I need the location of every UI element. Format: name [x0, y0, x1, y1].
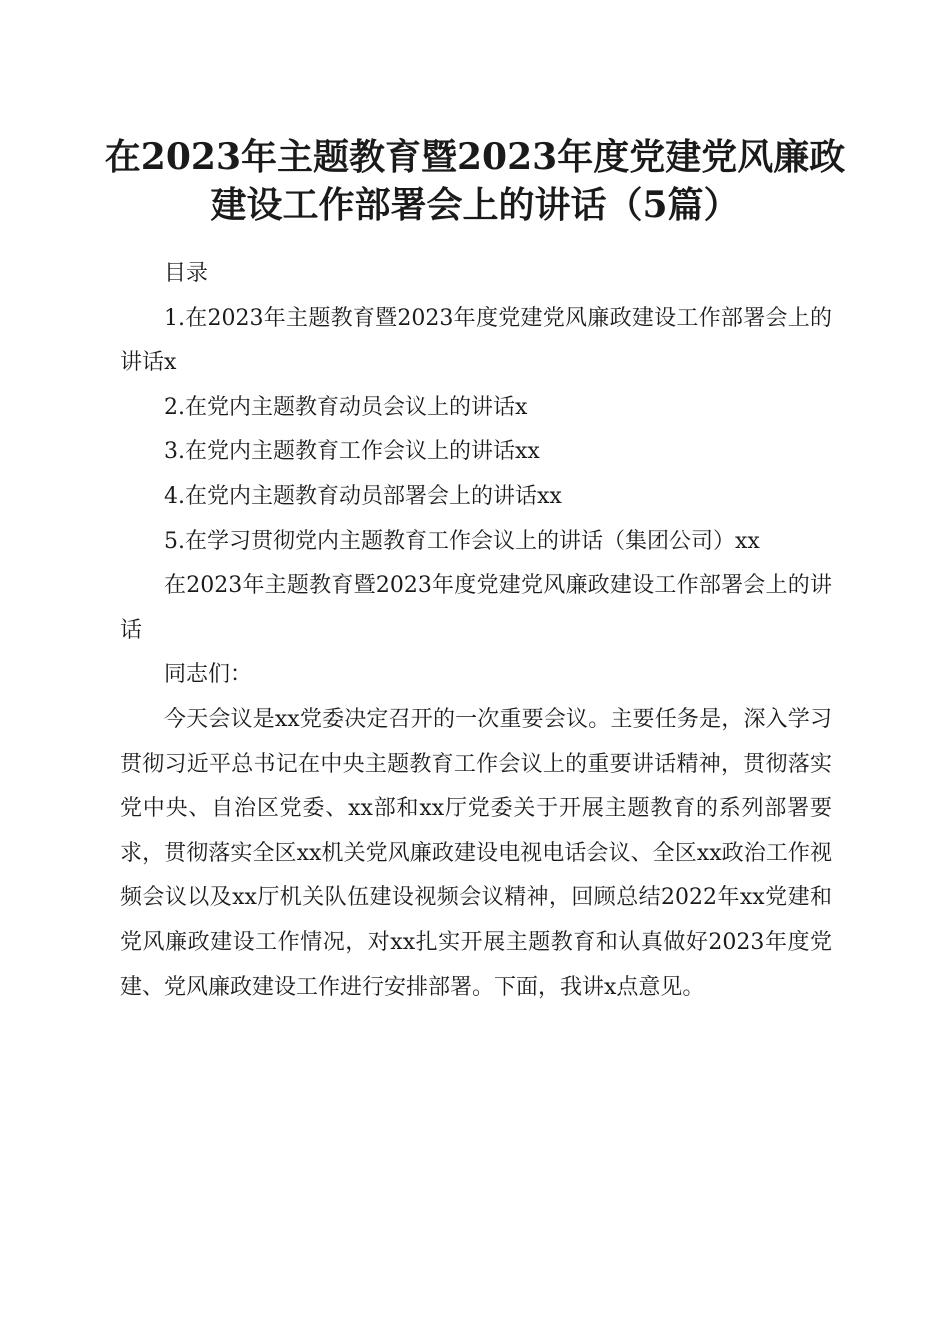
section-title: 在2023年主题教育暨2023年度党建党风廉政建设工作部署会上的讲话	[120, 573, 832, 643]
title-line-1: 在2023年主题教育暨2023年度党建党风廉政	[104, 136, 846, 178]
toc-item-5: 5.在学习贯彻党内主题教育工作会议上的讲话（集团公司）xx	[164, 528, 760, 554]
body-paragraph-1: 今天会议是xx党委决定召开的一次重要会议。主要任务是，深入学习贯彻习近平总书记在中央主题教育工作会议上的重要讲话精神，贯彻落实党中央、自治区党委、xx部和xx厅党委关于开展主题教育的系列部署要求，贯彻落实全区xx机关党风廉政建设电视电话会议、全区xx政治工作视频会议以及xx厅机关队伍建设视频会议精神，回顾总结2022年xx党建和党风廉政建设工作情况，对xx扎实开展主题教育和认真做好2023年度党建、党风廉政建设工作进行安排部署。下面，我讲x点意见。	[120, 706, 832, 1000]
salutation: 同志们：	[164, 662, 253, 688]
document-body	[120, 252, 832, 1010]
toc-heading: 目录	[164, 261, 209, 286]
toc-item-2: 2.在党内主题教育动员会议上的讲话x	[164, 394, 528, 420]
toc-item-3: 3.在党内主题教育工作会议上的讲话xx	[164, 439, 540, 465]
toc-item-1: 1.在2023年主题教育暨2023年度党建党风廉政建设工作部署会上的讲话x	[120, 305, 832, 376]
toc-item-4: 4.在党内主题教育动员部署会上的讲话xx	[164, 483, 562, 509]
title-line-2: 建设工作部署会上的讲话（5篇）	[210, 184, 740, 226]
document-title	[100, 133, 850, 229]
